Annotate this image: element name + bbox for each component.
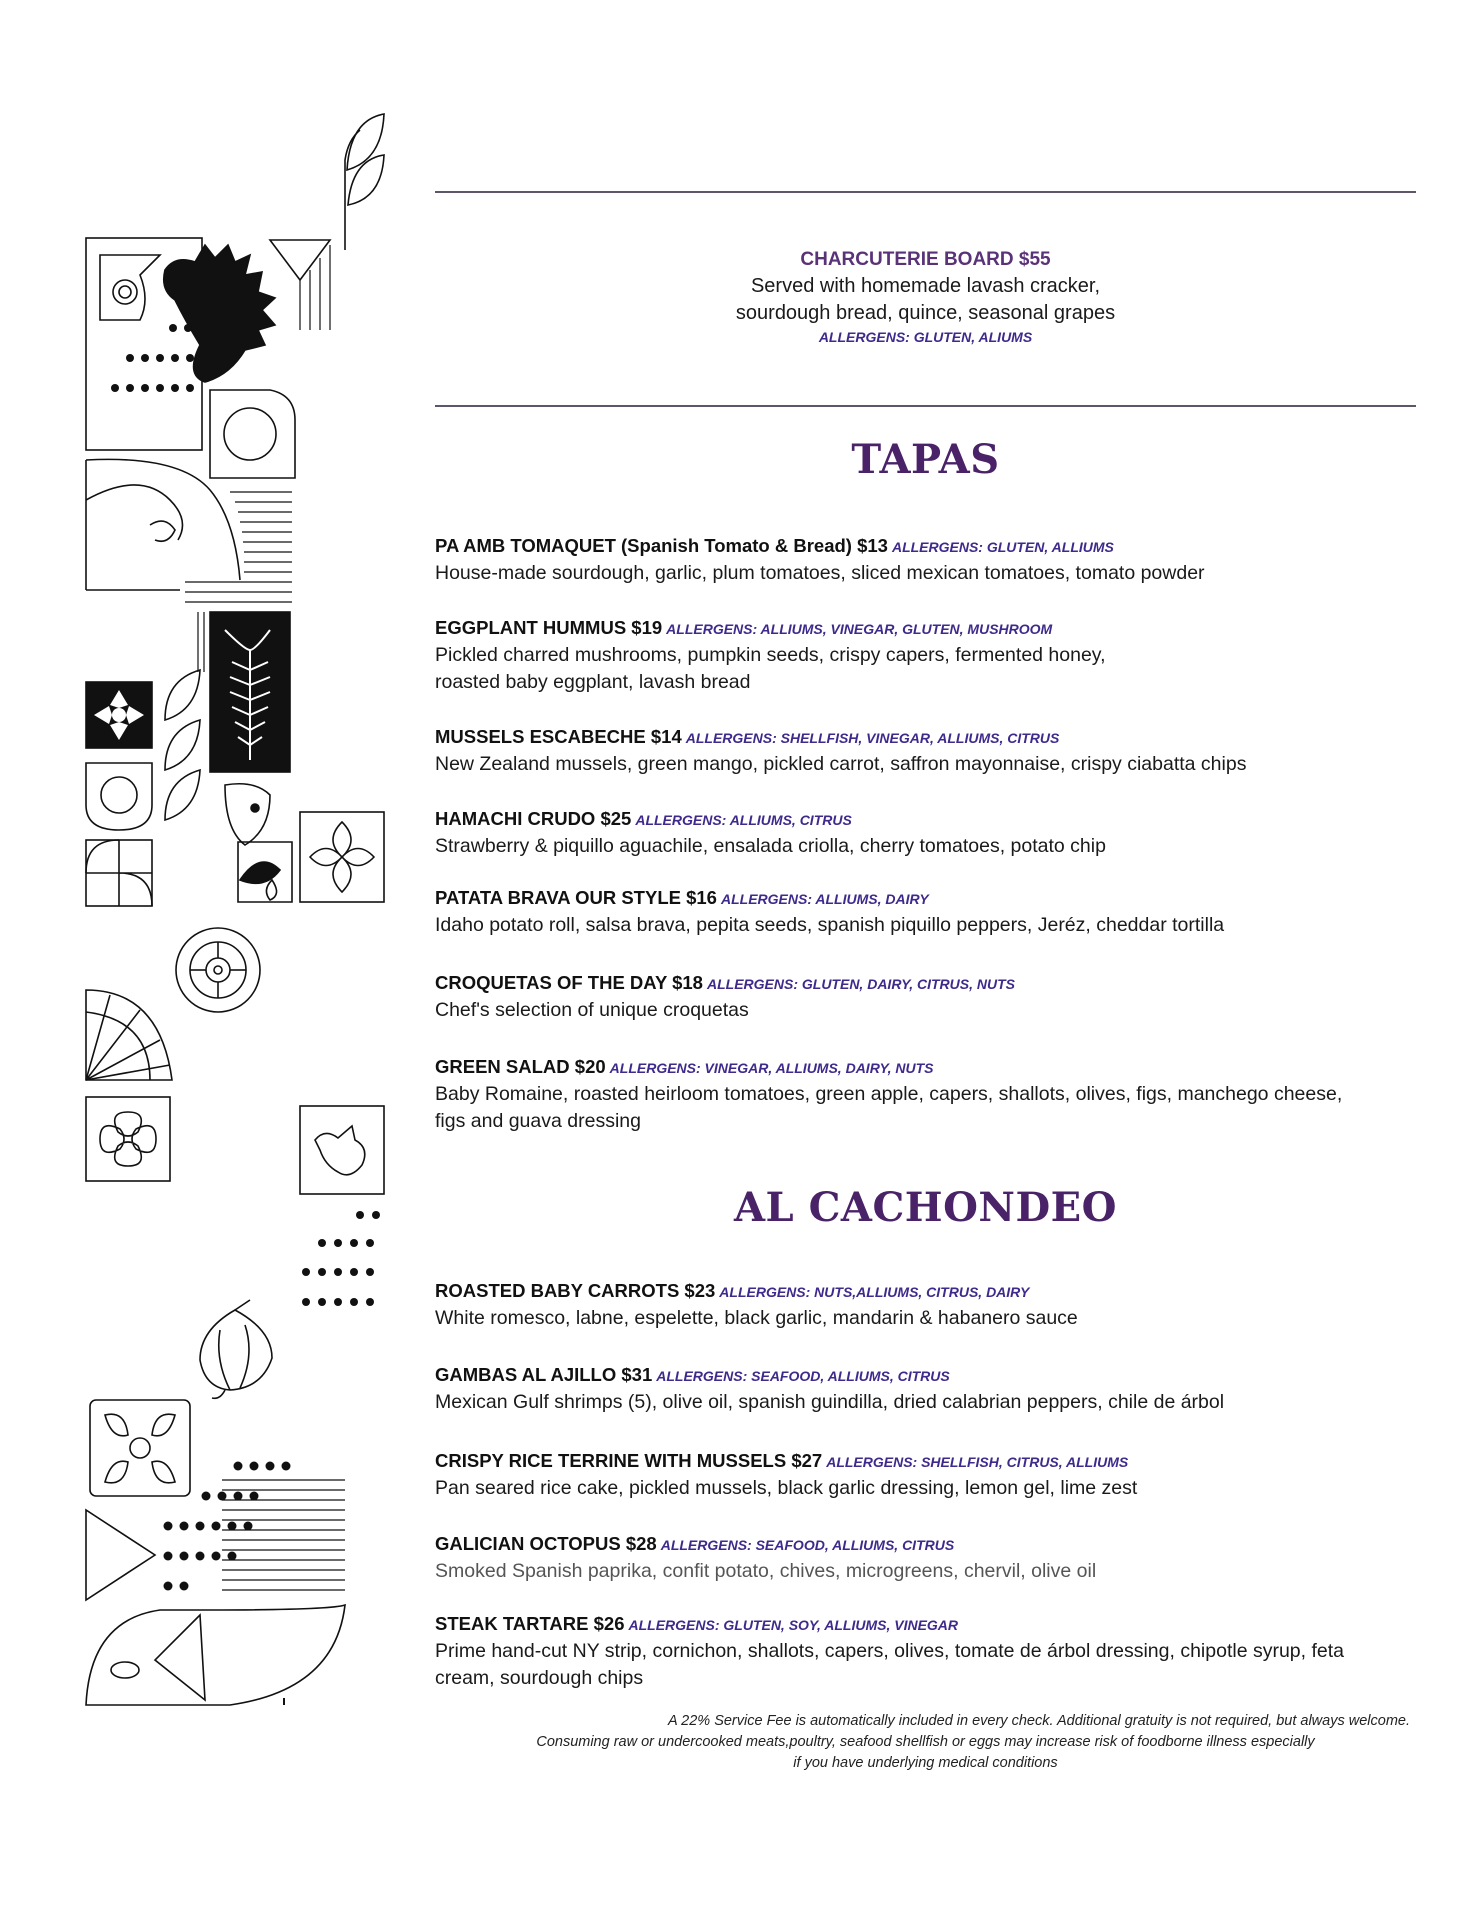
item-allergens: ALLERGENS: GLUTEN, DAIRY, CITRUS, NUTS [706,976,1016,992]
charcuterie-block [435,247,1416,347]
charcuterie-desc-line2: sourdough bread, quince, seasonal grapes [735,302,1116,324]
menu-item [435,1362,1420,1416]
item-allergens: ALLERGENS: NUTS,ALLIUMS, CITRUS, DAIRY [719,1284,1030,1300]
item-description: Strawberry & piquillo aguachile, ensalada criolla, cherry tomatoes, potato chip [435,835,1106,857]
item-name: EGGPLANT HUMMUS $19 [435,617,663,638]
quatrefoil-tile-icon [86,1097,170,1181]
item-description: New Zealand mussels, green mango, pickled carrot, saffron mayonnaise, crispy ciabatta chips [435,753,1247,775]
bull-head-icon [300,1106,384,1194]
rooster-icon [164,245,275,382]
menu-item [435,615,1420,696]
fan-icon [86,990,172,1080]
charcuterie-title: CHARCUTERIE BOARD $55 [800,249,1051,270]
menu-item [435,970,1420,1024]
dot-grid-icon [302,1211,380,1306]
item-allergens: ALLERGENS: SHELLFISH, VINEGAR, ALLIUMS, CITRUS [685,730,1060,746]
item-description: Pan seared rice cake, pickled mussels, black garlic dressing, lemon gel, lime zest [435,1477,1138,1499]
item-allergens: ALLERGENS: ALLIUMS, DAIRY [720,891,929,907]
item-description-line2: figs and guava dressing [435,1110,641,1132]
item-allergens: ALLERGENS: SHELLFISH, CITRUS, ALLIUMS [826,1454,1129,1470]
menu-item [435,1448,1420,1502]
footer-warning-cont: if you have underlying medical conditions [793,1755,1058,1771]
item-allergens: ALLERGENS: ALLIUMS, VINEGAR, GLUTEN, MUSHROOM [666,621,1053,637]
item-name: STEAK TARTARE $26 [435,1613,625,1634]
section-title-tapas: TAPAS [851,436,1000,483]
menu-item [435,1054,1420,1135]
item-name: PA AMB TOMAQUET (Spanish Tomato & Bread) $13 [435,535,888,556]
middle-divider [435,405,1416,407]
menu-item [435,1278,1420,1332]
charcuterie-desc-line1: Served with homemade lavash cracker, [750,275,1101,297]
item-description: Chef's selection of unique croquetas [435,999,749,1021]
wave-icon [86,459,240,590]
fish-head-icon [225,784,270,845]
item-name: GAMBAS AL AJILLO $31 [435,1364,653,1385]
item-description: Smoked Spanish paprika, confit potato, chives, microgreens, chervil, olive oil [435,1560,1097,1582]
item-description: White romesco, labne, espelette, black garlic, mandarin & habanero sauce [435,1307,1078,1329]
footer-warning: Consuming raw or undercooked meats,poultry, seafood shellfish or eggs may increase risk of foodborne illness especially [536,1734,1315,1750]
menu-item [435,1611,1420,1692]
item-description: Idaho potato roll, salsa brava, pepita seeds, spanish piquillo peppers, Jeréz, cheddar tortilla [435,914,1225,936]
charcuterie-allergens: ALLERGENS: GLUTEN, ALIUMS [818,329,1033,345]
item-description: Pickled charred mushrooms, pumpkin seeds, crispy capers, fermented honey, [435,644,1106,666]
item-description-line2: roasted baby eggplant, lavash bread [435,671,751,693]
menu-item [435,885,1420,939]
menu-item [435,533,1420,587]
item-name: GALICIAN OCTOPUS $28 [435,1533,657,1554]
item-description: Baby Romaine, roasted heirloom tomatoes, green apple, capers, shallots, olives, figs, manchego cheese, [435,1083,1343,1105]
onion-icon [200,1300,272,1398]
item-name: CRISPY RICE TERRINE WITH MUSSELS $27 [435,1450,823,1471]
item-name: CROQUETAS OF THE DAY $18 [435,972,703,993]
item-name: HAMACHI CRUDO $25 [435,808,632,829]
item-allergens: ALLERGENS: ALLIUMS, CITRUS [635,812,852,828]
fish-shape-icon [86,1605,345,1705]
leaves-icon [165,670,200,820]
item-description: Mexican Gulf shrimps (5), olive oil, spanish guindilla, dried calabrian peppers, chile de árbol [435,1391,1225,1413]
item-allergens: ALLERGENS: GLUTEN, ALLIUMS [891,539,1114,555]
item-name: ROASTED BABY CARROTS $23 [435,1280,716,1301]
dot-pattern-icon [111,324,194,392]
item-allergens: ALLERGENS: VINEGAR, ALLIUMS, DAIRY, NUTS [609,1060,934,1076]
item-description: House-made sourdough, garlic, plum tomatoes, sliced mexican tomatoes, tomato powder [435,562,1205,584]
item-description-line2: cream, sourdough chips [435,1667,644,1689]
item-allergens: ALLERGENS: SEAFOOD, ALLIUMS, CITRUS [656,1368,950,1384]
item-name: GREEN SALAD $20 [435,1056,606,1077]
item-allergens: ALLERGENS: SEAFOOD, ALLIUMS, CITRUS [660,1537,955,1553]
footer-service-fee: A 22% Service Fee is automatically included in every check. Additional gratuity is not required, but always welcome. [667,1713,1410,1729]
menu-item [435,1531,1420,1585]
leaf-sprig-icon [345,114,384,250]
item-description: Prime hand-cut NY strip, cornichon, shallots, capers, olives, tomate de árbol dressing, chipotle syrup, feta [435,1640,1344,1662]
decorative-illustration-column [0,0,400,1760]
medallion-icon [176,928,260,1012]
footer-notice [435,1711,1416,1774]
menu-item [435,806,1420,860]
item-name: MUSSELS ESCABECHE $14 [435,726,682,747]
dot-cluster-icon [164,1462,291,1591]
item-allergens: ALLERGENS: GLUTEN, SOY, ALLIUMS, VINEGAR [628,1617,959,1633]
triangle-icon [86,1510,155,1600]
item-name: PATATA BRAVA OUR STYLE $16 [435,887,717,908]
menu-item [435,724,1420,778]
top-divider [435,191,1416,193]
section-title-al-cachondeo: AL CACHONDEO [733,1184,1117,1231]
